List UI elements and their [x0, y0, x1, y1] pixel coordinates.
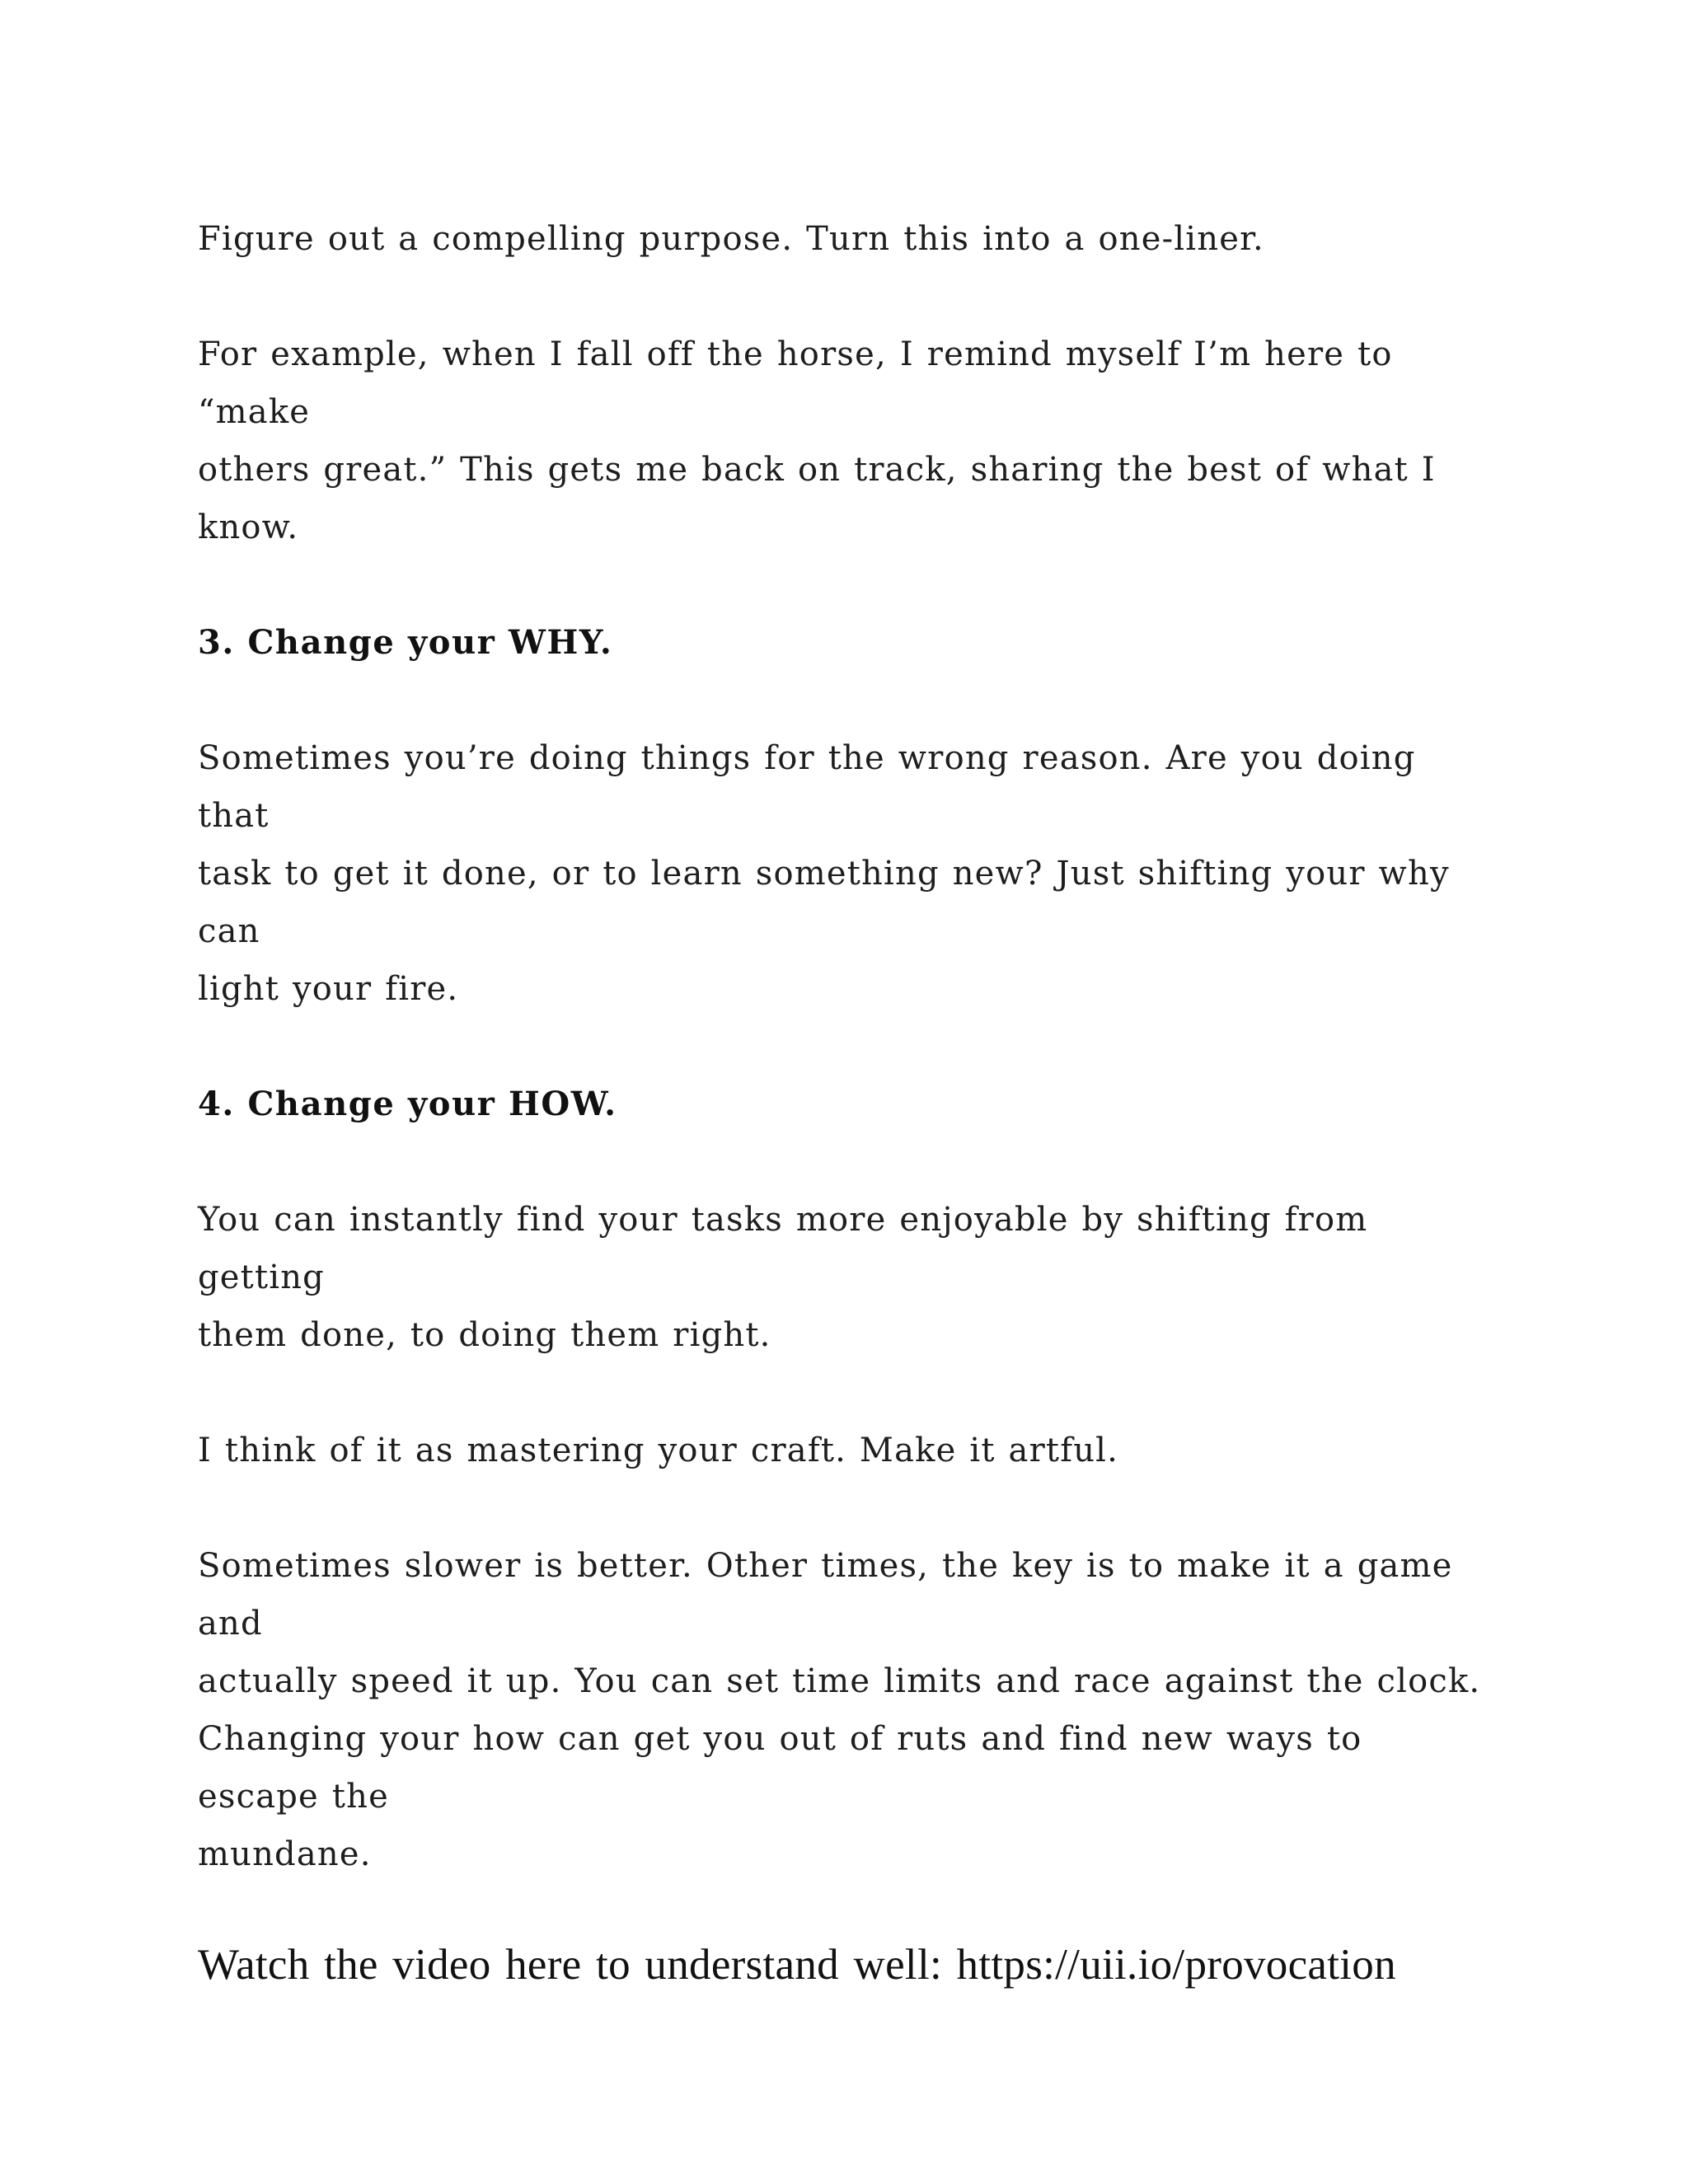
paragraph-why-line-1: Sometimes you’re doing things for the wrong reason. Are you doing that	[198, 739, 1416, 835]
video-link-line	[198, 1936, 1484, 1994]
paragraph-slower-line-1: Sometimes slower is better. Other times, the key is to make it a game and	[198, 1547, 1453, 1643]
paragraph-example-line-2: others great.” This gets me back on track, sharing the best of what I know.	[198, 451, 1436, 546]
paragraph-how	[198, 1191, 1484, 1364]
paragraph-slower	[198, 1537, 1484, 1883]
paragraph-example-line-1: For example, when I fall off the horse, I remind myself I’m here to “make	[198, 335, 1393, 431]
page-content	[198, 210, 1484, 1994]
video-link[interactable]: https://uii.io/provocation	[956, 1941, 1396, 1989]
paragraph-how-line-2: them done, to doing them right.	[198, 1316, 771, 1354]
paragraph-example	[198, 326, 1484, 556]
paragraph-slower-line-2: actually speed it up. You can set time limits and race against the clock.	[198, 1662, 1481, 1700]
paragraph-how-line-1: You can instantly find your tasks more enjoyable by shifting from getting	[198, 1201, 1368, 1296]
paragraph-craft-text: I think of it as mastering your craft. Make it artful.	[198, 1432, 1119, 1469]
paragraph-slower-line-3: Changing your how can get you out of ruts and find new ways to escape the	[198, 1720, 1362, 1816]
paragraph-purpose-text: Figure out a compelling purpose. Turn this into a one-liner.	[198, 220, 1264, 258]
heading-change-how-text: 4. Change your HOW.	[198, 1085, 617, 1123]
heading-change-why-text: 3. Change your WHY.	[198, 623, 613, 662]
paragraph-why-line-3: light your fire.	[198, 970, 459, 1008]
heading-change-how	[198, 1076, 1484, 1133]
paragraph-why	[198, 729, 1484, 1018]
paragraph-purpose	[198, 210, 1484, 268]
paragraph-why-line-2: task to get it done, or to learn something new? Just shifting your why can	[198, 855, 1450, 950]
paragraph-slower-line-4: mundane.	[198, 1835, 372, 1873]
video-link-prefix: Watch the video here to understand well:	[198, 1941, 957, 1989]
heading-change-why	[198, 614, 1484, 672]
paragraph-craft	[198, 1422, 1484, 1479]
